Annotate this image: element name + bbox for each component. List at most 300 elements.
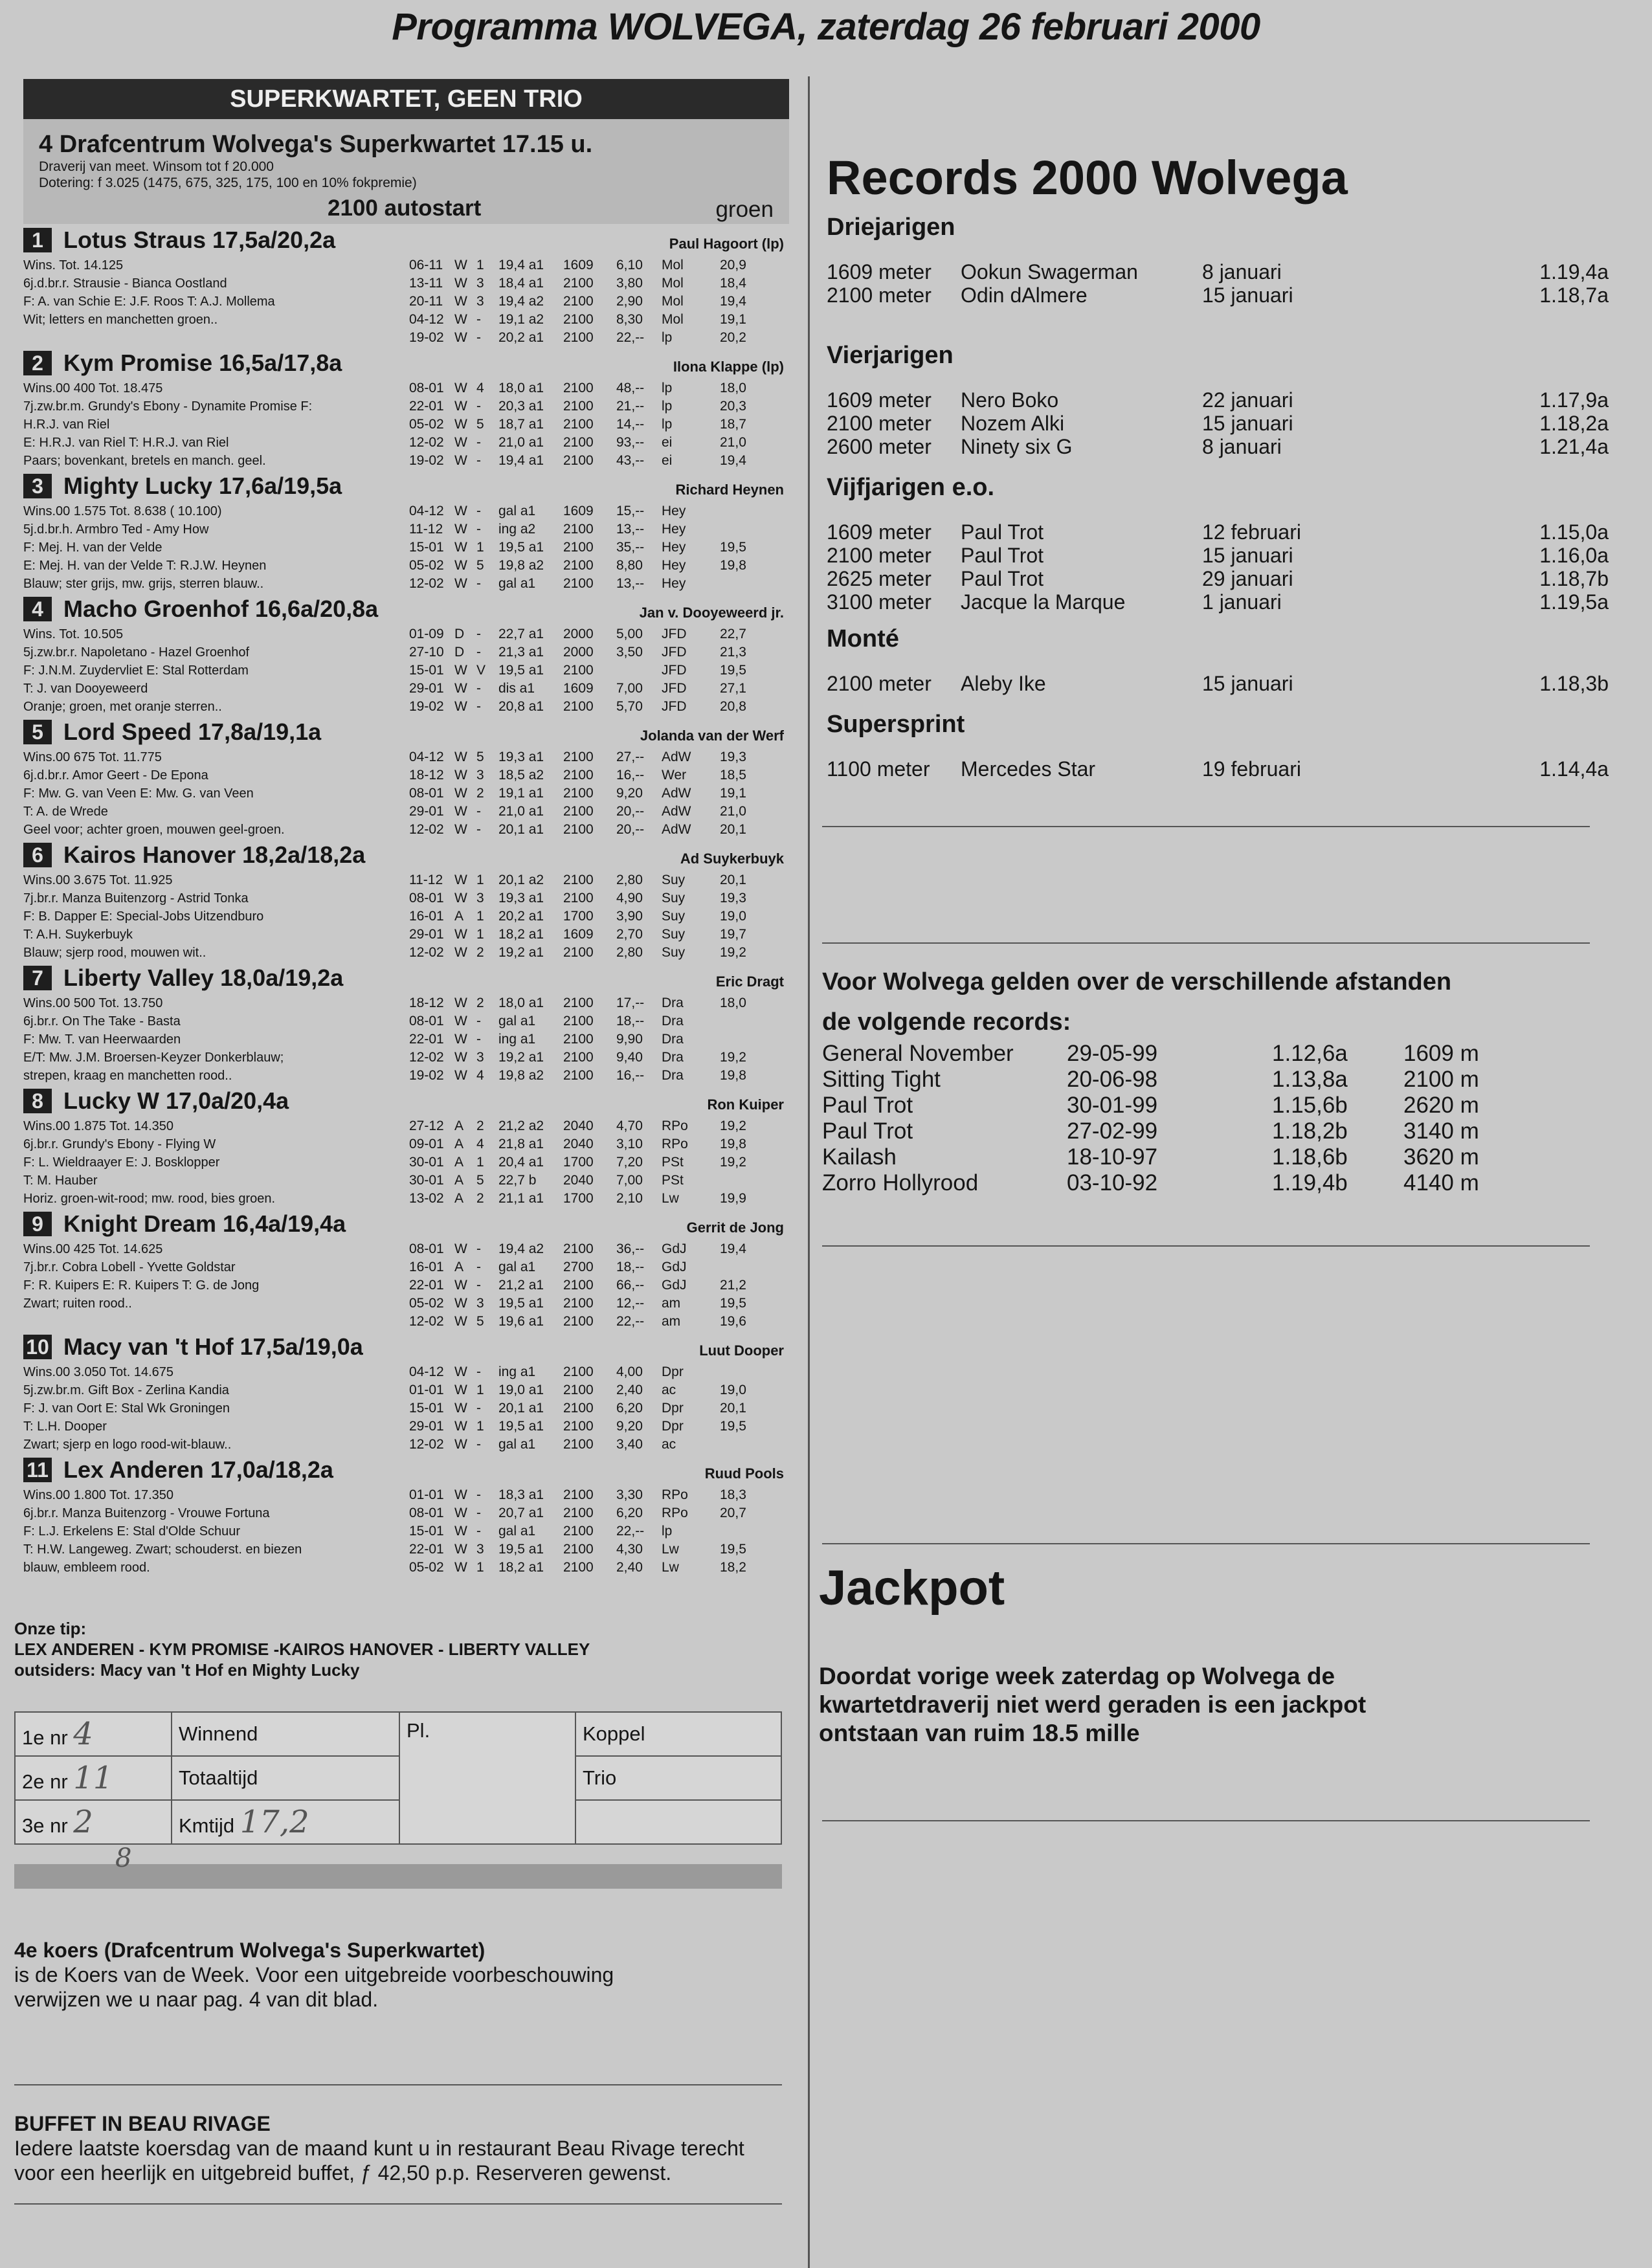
divider-line [14, 2203, 782, 2205]
performance-cell: 1 [476, 873, 484, 887]
horse-info [23, 502, 412, 593]
performance-cell: 20,-- [616, 804, 645, 819]
performance-cell: 2 [476, 1191, 484, 1206]
performance-cell: 2100 [563, 1401, 594, 1416]
wolvega-record-date: 18-10-97 [1067, 1144, 1158, 1170]
horse-name: Mighty Lucky 17,6a/19,5a [63, 472, 342, 499]
performance-cell: 09-01 [409, 1137, 444, 1151]
performance-row [409, 311, 765, 329]
horse-info-line: Zwart; sjerp en logo rood-wit-blauw.. [23, 1438, 232, 1452]
performance-cell: 4 [476, 381, 484, 395]
performance-cell: W [454, 399, 467, 414]
performance-cell: 19,3 [720, 750, 746, 764]
performance-cell: W [454, 699, 467, 714]
performance-cell: 18,-- [616, 1260, 645, 1274]
performance-cell: 2100 [563, 1487, 594, 1502]
horse-info-line: Paars; bovenkant, bretels en manch. geel. [23, 454, 266, 468]
performance-cell: W [454, 804, 467, 819]
performance-cell: 3,80 [616, 276, 643, 291]
record-distance: 2100 meter [827, 412, 932, 435]
performance-cell: W [454, 381, 467, 395]
performance-cell: ei [662, 435, 673, 450]
record-time: 1.15,0a [1539, 520, 1609, 544]
divider-line [822, 1543, 1590, 1544]
wolvega-record-date: 03-10-92 [1067, 1170, 1158, 1195]
wolvega-record-horse: Paul Trot [822, 1118, 913, 1144]
performance-cell: 29-01 [409, 927, 444, 942]
performance-cell: W [454, 453, 467, 468]
performance-cell: 16,-- [616, 768, 645, 783]
performance-cell: 20,1 [720, 873, 746, 887]
record-row [827, 520, 1636, 544]
race-color: groen [715, 197, 774, 222]
horse-info-line: 6j.d.br.r. Strausie - Bianca Oostland [23, 276, 227, 291]
performance-cell: W [454, 330, 467, 345]
horse-driver: Ruud Pools [704, 1465, 784, 1482]
horse-info [23, 1486, 412, 1577]
horse-info-line: F: Mej. H. van der Velde [23, 540, 162, 555]
horse-name: Macho Groenhof 16,6a/20,8a [63, 595, 379, 622]
performance-cell: 93,-- [616, 435, 645, 450]
wolvega-record-time: 1.18,2b [1272, 1118, 1348, 1144]
performance-cell: 19,4 a2 [498, 1241, 544, 1256]
performance-row [409, 643, 765, 662]
horse-entry [19, 593, 793, 716]
performance-cell: 12-02 [409, 1437, 444, 1452]
performance-cell: - [476, 504, 481, 518]
jackpot-title: Jackpot [819, 1561, 1005, 1616]
performance-cell [720, 1172, 765, 1190]
performance-cell: JFD [662, 663, 687, 678]
performance-cell [720, 1030, 765, 1049]
performance-cell: 2100 [563, 453, 594, 468]
performance-cell: 2,40 [616, 1383, 643, 1397]
performance-cell: 2100 [563, 1050, 594, 1065]
performance-cell: 21,0 a1 [498, 435, 544, 450]
performance-cell: 4,70 [616, 1118, 643, 1133]
performance-cell: gal a1 [498, 504, 536, 518]
performance-cell: 22,-- [616, 330, 645, 345]
result-row-3 [15, 1800, 172, 1844]
performance-cell: - [476, 576, 481, 591]
horse-info-line: blauw, embleem rood. [23, 1561, 150, 1575]
performance-cell: 18,2 a1 [498, 927, 544, 942]
record-distance: 1609 meter [827, 520, 932, 544]
record-date: 15 januari [1202, 544, 1293, 567]
records-section-title: Driejarigen [827, 214, 955, 241]
performance-cell: 1609 [563, 504, 594, 518]
performance-cell: 36,-- [616, 1241, 645, 1256]
performance-cell: 19,5 a1 [498, 1542, 544, 1557]
performance-cell: Suy [662, 945, 686, 960]
handwritten-2: 11 [73, 1760, 113, 1796]
race-banner: SUPERKWARTET, GEEN TRIO [23, 79, 789, 119]
performance-cell: PSt [662, 1155, 684, 1170]
performance-cell: 08-01 [409, 786, 444, 801]
performance-cell: 3 [476, 1296, 484, 1311]
performance-cell: 19,0 [720, 1383, 746, 1397]
performance-cell: 15-01 [409, 540, 444, 555]
performance-cell: 18,2 [720, 1560, 746, 1575]
performance-cell: ac [662, 1383, 676, 1397]
performance-cell: 19,2 a1 [498, 945, 544, 960]
performance-cell [720, 575, 765, 593]
performance-cell: 22,-- [616, 1524, 645, 1539]
performance-row [409, 1049, 765, 1067]
performance-cell: Mol [662, 276, 684, 291]
horse-number: 4 [23, 597, 52, 621]
performance-cell: Lw [662, 1542, 679, 1557]
record-horse: Paul Trot [961, 567, 1044, 590]
performance-cell: 22,7 [720, 627, 746, 641]
result-label-2: 2e nr [22, 1770, 68, 1793]
performance-cell: 20,9 [720, 258, 746, 272]
our-tip [14, 1618, 785, 1680]
records-section-title: Monté [827, 625, 899, 652]
performance-cell: AdW [662, 822, 691, 837]
performance-cell: - [476, 1032, 481, 1047]
performance-row [409, 748, 765, 766]
performance-cell: JFD [662, 627, 687, 641]
horse-number: 1 [23, 228, 52, 252]
performance-cell: 2100 [563, 663, 594, 678]
wolvega-record-distance: 3620 m [1403, 1144, 1479, 1170]
wolvega-record-date: 29-05-99 [1067, 1041, 1158, 1066]
performance-cell: W [454, 417, 467, 432]
wolvega-record-row [822, 1144, 1631, 1170]
performance-cell: 19-02 [409, 330, 444, 345]
performance-row [409, 256, 765, 274]
performance-cell: Wer [662, 768, 687, 783]
performance-cell: A [454, 909, 464, 924]
performance-cell: 08-01 [409, 1506, 444, 1520]
horse-driver: Ad Suykerbuyk [680, 850, 784, 867]
performance-cell: 19-02 [409, 1068, 444, 1083]
horse-name: Kym Promise 16,5a/17,8a [63, 350, 342, 376]
divider-line [822, 942, 1590, 944]
performance-cell: 20,1 a1 [498, 822, 544, 837]
performance-cell: 2100 [563, 276, 594, 291]
wolvega-record-date: 27-02-99 [1067, 1118, 1158, 1144]
record-horse: Paul Trot [961, 520, 1044, 544]
performance-cell: W [454, 873, 467, 887]
performance-cell: Lw [662, 1191, 679, 1206]
performance-cell: W [454, 1296, 467, 1311]
jackpot-text [819, 1662, 1596, 1748]
performance-cell: JFD [662, 645, 687, 660]
record-time: 1.18,7a [1539, 284, 1609, 307]
performance-cell: A [454, 1173, 464, 1188]
performance-cell: Mol [662, 312, 684, 327]
records-section-title: Vijfjarigen e.o. [827, 474, 995, 501]
horse-info-line: 5j.d.br.h. Armbro Ted - Amy How [23, 522, 209, 537]
performance-cell: W [454, 1419, 467, 1434]
record-row [827, 260, 1636, 284]
performance-row [409, 821, 765, 839]
performance-row [409, 926, 765, 944]
race-program [19, 76, 793, 1577]
horse-entry [19, 1454, 793, 1577]
performance-cell: 19,4 [720, 453, 746, 468]
performance-cell: 2 [476, 1118, 484, 1133]
performance-cell: 16-01 [409, 909, 444, 924]
performance-cell: W [454, 1487, 467, 1502]
performance-cell: - [476, 522, 481, 537]
performance-cell: 1 [476, 540, 484, 555]
performance-row [409, 871, 765, 889]
horse-name: Liberty Valley 18,0a/19,2a [63, 964, 344, 991]
performance-row [409, 1399, 765, 1418]
performance-cell: 9,40 [616, 1050, 643, 1065]
performance-cell: lp [662, 1524, 673, 1539]
wolvega-record-horse: Kailash [822, 1144, 897, 1170]
horse-entry [19, 470, 793, 593]
performance-cell: 2100 [563, 804, 594, 819]
performance-cell: Suy [662, 927, 686, 942]
performance-cell: W [454, 750, 467, 764]
performance-cell: - [476, 312, 481, 327]
horse-header [23, 841, 365, 870]
performance-cell: 2100 [563, 522, 594, 537]
performance-cell: 18,4 a1 [498, 276, 544, 291]
result-row-1 [15, 1712, 172, 1756]
wolvega-record-distance: 2100 m [1403, 1067, 1479, 1092]
horse-header [23, 595, 378, 624]
records-section-title: Vierjarigen [827, 342, 954, 369]
performance-cell: W [454, 681, 467, 696]
performance-cell: W [454, 522, 467, 537]
record-date: 15 januari [1202, 672, 1293, 695]
horse-info-line: F: J.N.M. Zuydervliet E: Stal Rotterdam [23, 663, 249, 678]
performance-cell: 22,7 a1 [498, 627, 544, 641]
performance-cell: W [454, 294, 467, 309]
handwritten-3: 2 [73, 1804, 93, 1840]
performance-cell: 20,1 a2 [498, 873, 544, 887]
performance-row [409, 379, 765, 397]
horse-info [23, 379, 412, 470]
performance-cell: 04-12 [409, 312, 444, 327]
horse-list [19, 224, 793, 1577]
performance-cell: ing a1 [498, 1364, 536, 1379]
performance-cell: 05-02 [409, 558, 444, 573]
performance-cell: 1700 [563, 1191, 594, 1206]
performance-cell: 18,2 a1 [498, 1560, 544, 1575]
performance-cell: 7,20 [616, 1155, 643, 1170]
horse-info-line: 7j.br.r. Manza Buitenzorg - Astrid Tonka [23, 891, 249, 906]
pl-label: Pl. [399, 1712, 575, 1844]
performance-cell: 19,4 a2 [498, 294, 544, 309]
performance-row [409, 625, 765, 643]
performance-cell: GdJ [662, 1241, 687, 1256]
horse-performances [409, 1240, 765, 1331]
performance-cell: 19,3 [720, 891, 746, 906]
horse-info-line: T: A. de Wrede [23, 805, 108, 819]
wolvega-record-time: 1.18,6b [1272, 1144, 1348, 1170]
performance-cell: 2100 [563, 1542, 594, 1557]
performance-cell: - [476, 1014, 481, 1028]
performance-cell: 18,0 a1 [498, 381, 544, 395]
performance-cell: Hey [662, 540, 686, 555]
performance-cell: lp [662, 417, 673, 432]
performance-cell: 29-01 [409, 804, 444, 819]
horse-entry [19, 716, 793, 839]
performance-row [409, 1559, 765, 1577]
horse-entry [19, 1331, 793, 1454]
performance-cell: 5 [476, 1173, 484, 1188]
performance-cell: 2100 [563, 540, 594, 555]
record-time: 1.18,2a [1539, 412, 1609, 435]
buffet-line-2: voor een heerlijk en uitgebreid buffet, ƒ 42,50 p.p. Reserveren gewenst. [14, 2161, 672, 2185]
horse-name: Kairos Hanover 18,2a/18,2a [63, 841, 366, 868]
performance-cell: 1609 [563, 927, 594, 942]
horse-info-line: E: Mej. H. van der Velde T: R.J.W. Heynen [23, 559, 267, 573]
performance-cell: 3,30 [616, 1487, 643, 1502]
horse-number: 7 [23, 966, 52, 990]
horse-number: 5 [23, 720, 52, 744]
koers-title: 4e koers (Drafcentrum Wolvega's Superkwartet) [14, 1939, 486, 1962]
horse-performances [409, 1363, 765, 1454]
horse-info [23, 871, 412, 962]
performance-cell: 2,80 [616, 945, 643, 960]
performance-cell: 2,90 [616, 294, 643, 309]
performance-cell: 4,90 [616, 891, 643, 906]
record-horse: Paul Trot [961, 544, 1044, 567]
performance-cell: 2,40 [616, 1560, 643, 1575]
performance-cell: 2100 [563, 768, 594, 783]
performance-row [409, 1540, 765, 1559]
performance-cell: 29-01 [409, 681, 444, 696]
performance-cell: ing a2 [498, 522, 536, 537]
performance-cell: - [476, 1437, 481, 1452]
performance-cell: 2100 [563, 1560, 594, 1575]
race-start: 2100 autostart [328, 195, 482, 221]
performance-cell: 2000 [563, 645, 594, 660]
performance-cell: JFD [662, 681, 687, 696]
record-row [827, 284, 1636, 307]
performance-cell: W [454, 891, 467, 906]
wolvega-records-line-2: de volgende records: [822, 1008, 1071, 1036]
performance-cell: 3 [476, 294, 484, 309]
performance-cell: AdW [662, 786, 691, 801]
wolvega-record-date: 20-06-98 [1067, 1067, 1158, 1092]
performance-cell: Suy [662, 891, 686, 906]
horse-info [23, 1240, 412, 1313]
horse-number: 9 [23, 1212, 52, 1236]
performance-row [409, 907, 765, 926]
performance-cell: Suy [662, 873, 686, 887]
record-time: 1.17,9a [1539, 388, 1609, 412]
record-horse: Odin dAlmere [961, 284, 1088, 307]
horse-info-line: F: L. Wieldraayer E: J. Bosklopper [23, 1155, 220, 1170]
record-time: 1.19,5a [1539, 590, 1609, 614]
jackpot-line-2: kwartetdraverij niet werd geraden is een jackpot [819, 1691, 1367, 1718]
performance-cell: 19,2 [720, 945, 746, 960]
performance-cell: 21,8 a1 [498, 1137, 544, 1151]
performance-row [409, 520, 765, 539]
performance-cell: 21,2 a2 [498, 1118, 544, 1133]
performance-row [409, 1030, 765, 1049]
performance-cell: 9,90 [616, 1032, 643, 1047]
performance-cell: 2 [476, 945, 484, 960]
performance-cell [720, 520, 765, 539]
horse-driver: Richard Heynen [675, 482, 784, 498]
horse-info-line: T: H.W. Langeweg. Zwart; schouderst. en biezen [23, 1542, 302, 1557]
performance-cell: Dra [662, 995, 684, 1010]
tip-label: Onze tip: [14, 1619, 87, 1638]
record-date: 8 januari [1202, 435, 1282, 458]
horse-header [23, 1087, 289, 1116]
horse-header [23, 1456, 333, 1485]
performance-cell: - [476, 681, 481, 696]
performance-cell: 3 [476, 891, 484, 906]
performance-cell: Dra [662, 1014, 684, 1028]
performance-cell: W [454, 1032, 467, 1047]
performance-cell [720, 1522, 765, 1540]
horse-info-line: E: H.R.J. van Riel T: H.R.J. van Riel [23, 436, 229, 450]
performance-cell [720, 1012, 765, 1030]
performance-cell: 3 [476, 768, 484, 783]
performance-cell: 19,8 a2 [498, 1068, 544, 1083]
performance-cell: - [476, 1278, 481, 1293]
performance-cell: 19,2 a1 [498, 1050, 544, 1065]
horse-driver: Gerrit de Jong [686, 1219, 784, 1236]
horse-performances [409, 625, 765, 716]
horse-info-line: F: Mw. G. van Veen E: Mw. G. van Veen [23, 786, 254, 801]
performance-cell: 2 [476, 786, 484, 801]
performance-cell: 6,20 [616, 1506, 643, 1520]
performance-cell: 18,5 [720, 768, 746, 783]
performance-cell: 4 [476, 1137, 484, 1151]
performance-cell: 21,0 a1 [498, 804, 544, 819]
result-label-1: 1e nr [22, 1726, 68, 1749]
performance-cell: 2100 [563, 576, 594, 591]
wolvega-record-distance: 4140 m [1403, 1170, 1479, 1195]
winnend-label: Winnend [172, 1712, 399, 1756]
divider-line [14, 2084, 782, 2085]
performance-cell: 2100 [563, 891, 594, 906]
records-title: Records 2000 Wolvega [827, 151, 1348, 205]
wolvega-record-horse: Zorro Hollyrood [822, 1170, 979, 1195]
performance-row [409, 784, 765, 803]
performance-cell: 3 [476, 276, 484, 291]
performance-cell: 7,00 [616, 1173, 643, 1188]
performance-row [409, 1258, 765, 1276]
buffet-note [14, 2111, 785, 2185]
performance-cell: 3 [476, 1050, 484, 1065]
horse-entry [19, 839, 793, 962]
performance-cell: 19,4 [720, 1241, 746, 1256]
performance-cell: 2100 [563, 1524, 594, 1539]
horse-info-line: Wins.00 1.575 Tot. 8.638 ( 10.100) [23, 504, 222, 518]
performance-row [409, 1153, 765, 1172]
performance-cell: 21,3 a1 [498, 645, 544, 660]
performance-cell: GdJ [662, 1278, 687, 1293]
horse-info-line: 6j.br.r. Grundy's Ebony - Flying W [23, 1137, 216, 1151]
horse-header [23, 472, 342, 501]
performance-row [409, 1504, 765, 1522]
performance-cell: 20,4 a1 [498, 1155, 544, 1170]
performance-cell: 8,30 [616, 312, 643, 327]
performance-cell: gal a1 [498, 576, 536, 591]
handwritten-1: 4 [73, 1716, 93, 1752]
record-time: 1.19,4a [1539, 260, 1609, 284]
performance-cell: am [662, 1296, 681, 1311]
performance-cell: 17,-- [616, 995, 645, 1010]
performance-cell: 2100 [563, 1032, 594, 1047]
performance-cell: 1 [476, 1560, 484, 1575]
performance-cell: 2000 [563, 627, 594, 641]
performance-cell: 12,-- [616, 1296, 645, 1311]
